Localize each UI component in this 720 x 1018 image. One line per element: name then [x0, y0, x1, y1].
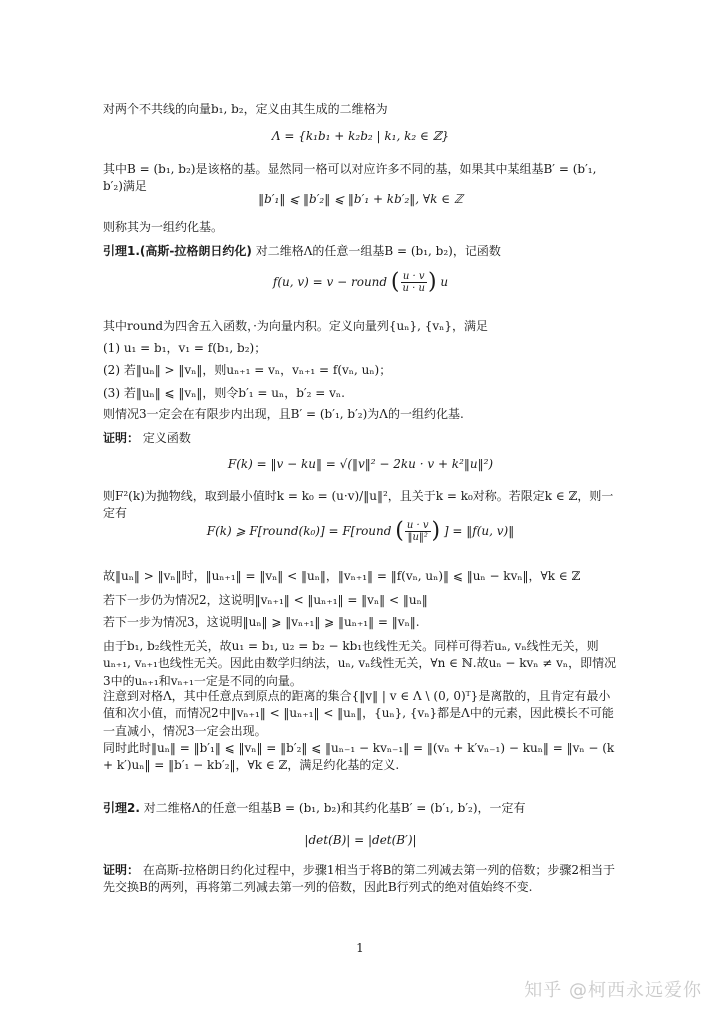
equation-reduced-basis: ‖b′₁‖ ⩽ ‖b′₂‖ ⩽ ‖b′₁ + kb′₂‖, ∀k ∈ ℤ: [258, 192, 463, 206]
equation-f-right: u: [440, 275, 449, 289]
equation-F: F(k) = ‖v − ku‖ = √(‖v‖² − 2ku · v + k²‖u‖²): [227, 457, 494, 471]
paragraph-round: 其中round为四舍五入函数，·为向量内积。定义向量列{uₙ}, {vₙ}，满足: [103, 319, 488, 333]
case-1: (1) u₁ = b₁，v₁ = f(b₁, b₂)；: [103, 341, 267, 355]
case-3: (3) 若‖uₙ‖ ⩽ ‖vₙ‖，则令b′₁ = uₙ，b′₂ = vₙ.: [103, 386, 345, 400]
lemma1-statement: [103, 243, 618, 260]
paragraph-final: 同时此时‖uₙ‖ = ‖b′₁‖ ⩽ ‖vₙ‖ = ‖b′₂‖ ⩽ ‖uₙ₋₁ − kvₙ₋₁‖ = ‖(vₙ + k′vₙ₋₁) − kuₙ‖ = ‖vₙ − (k + k′)uₙ‖ = ‖b′₁ − kb′₂‖，∀k ∈ ℤ，满足约化基的定义.: [103, 741, 615, 773]
paragraph-basis: 其中B = (b₁, b₂)是该格的基。显然同一格可以对应许多不同的基，如果其中某组基B′ = (b′₁, b′₂)满足: [103, 162, 597, 194]
proof1-intro: 定义函数: [142, 431, 191, 445]
paragraph-discreteness: 注意到对格Λ，其中任意点到原点的距离的集合{‖v‖ | v ∈ Λ \ (0, 0)ᵀ}是离散的，且肯定有最小值和次小值，而情况2中‖vₙ₊₁‖ < ‖uₙ₊₁‖ < ‖uₙ‖，{uₙ}, {vₙ}都是Λ中的元素，因此模长不可能一直减小，情况3一定会出现。: [103, 689, 614, 738]
watermark: 知乎 @柯西永远爱你: [524, 980, 702, 1001]
proof2-label: 证明：: [103, 863, 140, 877]
equation-F-round: F(k) ⩾ F[round(k₀)] = F[round ( $\frac{u \cdot v}{\text{‖u‖²}}$ ) ] = ‖f(u, v)‖: [206, 518, 515, 544]
paragraph-reduced-definition: 则称其为一组约化基。: [103, 220, 224, 234]
paragraph-parabola: 则F²(k)为抛物线，取到最小值时k = k₀ = (u·v)/‖u‖²，且关于k = k₀对称。若限定k ∈ ℤ，则一定有: [103, 489, 614, 521]
equation-F-round-fraction: $\frac{u \cdot v}{\text{‖u‖²}}$: [406, 520, 429, 543]
case-2: (2) 若‖uₙ‖ > ‖vₙ‖，则uₙ₊₁ = vₙ，vₙ₊₁ = f(vₙ, uₙ)；: [103, 363, 392, 377]
page-number: 1: [356, 941, 364, 955]
lemma2-title: 引理2.: [103, 801, 140, 815]
proof2: [103, 862, 618, 897]
equation-f-left: f(u, v) = v − round: [272, 275, 388, 289]
equation-f-fraction: $\frac{u \cdot v}{u \cdot u}$: [402, 271, 425, 294]
equation-F-round-left: F(k) ⩾ F[round(k₀)] = F[round: [206, 524, 392, 538]
equation-f: f(u, v) = v − round ( $\frac{u \cdot v}{u \cdot u}$ ) u: [272, 269, 449, 295]
paragraph-next-case3: 若下一步为情况3，这说明‖uₙ‖ ⩾ ‖vₙ₊₁‖ ⩾ ‖uₙ₊₁‖ = ‖vₙ‖.: [103, 615, 420, 629]
lemma1-title: 引理1.(高斯-拉格朗日约化): [103, 244, 252, 258]
lemma2-text: 对二维格Λ的任意一组基B = (b₁, b₂)和其约化基B′ = (b′₁, b′₂)，一定有: [143, 801, 526, 815]
proof1-label: 证明：: [103, 431, 140, 445]
paragraph-independence: 由于b₁, b₂线性无关，故u₁ = b₁, u₂ = b₂ − kb₁也线性无关。同样可得若uₙ, vₙ线性无关，则uₙ₊₁, vₙ₊₁也线性无关。因此由数学归纳法，uₙ, vₙ线性无关，∀n ∈ ℕ.故uₙ − kvₙ ≠ vₙ，即情况3中的uₙ₊₁和vₙ₊₁一定是不同的向量。: [103, 639, 617, 688]
lemma2-statement: [103, 800, 618, 817]
equation-lattice: Λ = {k₁b₁ + k₂b₂ | k₁, k₂ ∈ ℤ}: [271, 129, 450, 143]
equation-det: |det(B)| = |det(B′)|: [304, 833, 417, 847]
paragraph-claim: 则情况3一定会在有限步内出现，且B′ = (b′₁, b′₂)为Λ的一组约化基.: [103, 407, 464, 421]
equation-F-round-right: ] = ‖f(u, v)‖: [443, 524, 515, 538]
paragraph-intro: 对两个不共线的向量b₁, b₂，定义由其生成的二维格为: [103, 102, 388, 116]
paragraph-inequality: 故‖uₙ‖ > ‖vₙ‖时，‖uₙ₊₁‖ = ‖vₙ‖ < ‖uₙ‖，‖vₙ₊₁‖ = ‖f(vₙ, uₙ)‖ ⩽ ‖uₙ − kvₙ‖，∀k ∈ ℤ: [103, 569, 581, 583]
lemma1-text: 对二维格Λ的任意一组基B = (b₁, b₂)，记函数: [255, 244, 501, 258]
paragraph-next-case2: 若下一步仍为情况2，这说明‖vₙ₊₁‖ < ‖uₙ₊₁‖ = ‖vₙ‖ < ‖uₙ‖: [103, 593, 428, 607]
proof2-text: 在高斯-拉格朗日约化过程中，步骤1相当于将B的第二列减去第一列的倍数；步骤2相当于先交换B的两列，再将第二列减去第一列的倍数，因此B行列式的绝对值始终不变.: [103, 863, 615, 895]
proof1-start: [103, 430, 618, 447]
